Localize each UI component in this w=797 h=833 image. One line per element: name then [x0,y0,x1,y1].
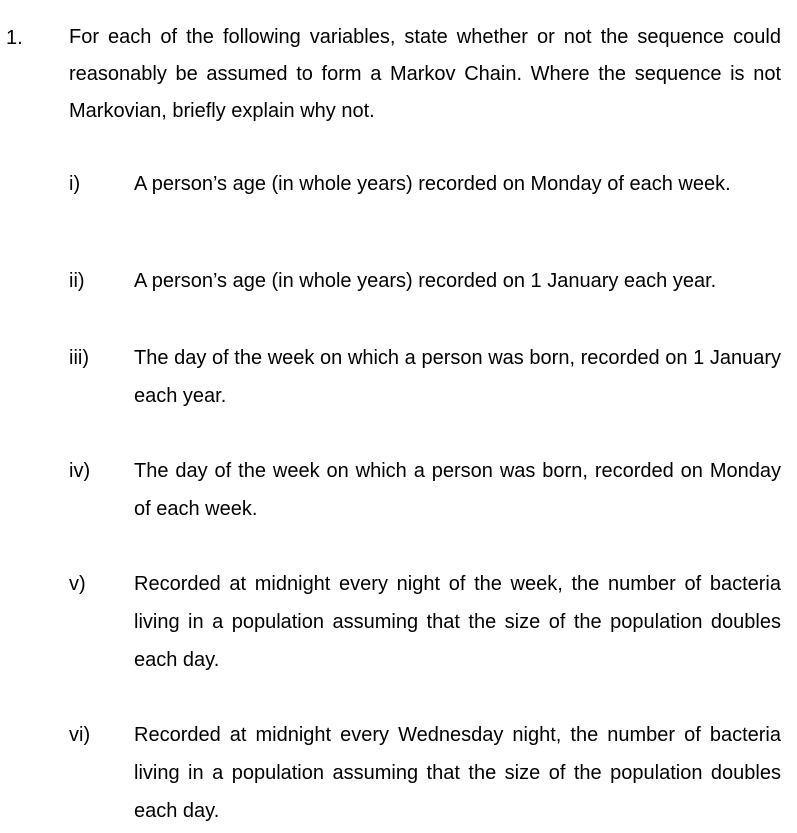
part-text: Recorded at midnight every Wednesday night, the number of bacteria living in a population assuming that the size of the population doubles each day. [134,724,781,822]
part-text: The day of the week on which a person was born, recorded on 1 January each year. [134,347,781,407]
part-label: i) [69,173,81,195]
part-label: iii) [69,347,89,369]
part-text: Recorded at midnight every night of the week, the number of bacteria living in a population assuming that the size of the population doubles each day. [134,573,781,671]
part-label: iv) [69,460,91,482]
part-text: A person’s age (in whole years) recorded on 1 January each year. [134,270,717,292]
part-label: ii) [69,270,85,292]
question-text: For each of the following variables, state whether or not the sequence could reasonably be assumed to form a Markov Chain. Where the sequence is not Markovian, briefly explain why not. [69,26,781,122]
part-text: The day of the week on which a person was born, recorded on Monday of each week. [134,460,781,520]
question-number: 1. [6,27,23,49]
part-label: vi) [69,724,91,746]
part-text: A person’s age (in whole years) recorded on Monday of each week. [134,173,731,195]
part-label: v) [69,573,86,595]
